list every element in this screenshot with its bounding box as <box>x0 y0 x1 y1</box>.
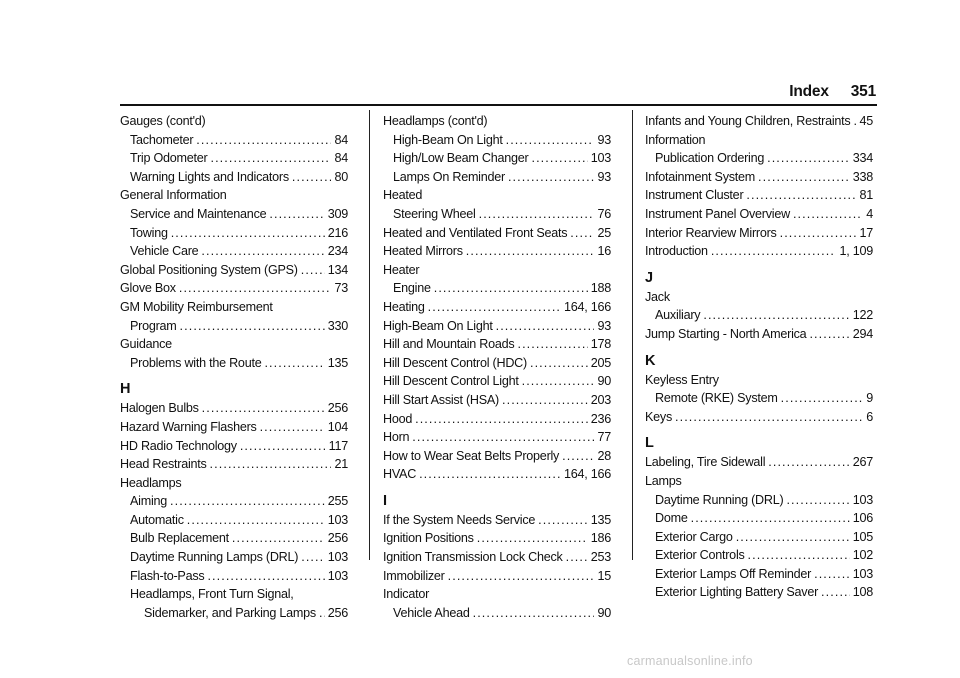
dot-leader <box>201 242 324 261</box>
dot-leader <box>703 306 849 325</box>
index-entry <box>645 242 873 261</box>
index-entry-pages: 203 <box>590 392 611 407</box>
index-entry-label: Heated and Ventilated Front Seats <box>383 225 568 240</box>
index-entry-label: Tachometer <box>130 132 194 147</box>
index-entry-pages: 6 <box>866 409 873 424</box>
index-topic-heading: Jack <box>645 289 670 304</box>
dot-leader <box>232 529 325 548</box>
index-column-3 <box>645 112 873 602</box>
index-entry-pages: 134 <box>327 262 348 277</box>
dot-leader <box>517 335 587 354</box>
index-entry <box>120 418 348 437</box>
page-header <box>690 83 876 101</box>
index-entry <box>120 168 348 187</box>
dot-leader <box>412 428 594 447</box>
index-entry-pages: 117 <box>328 438 348 453</box>
index-entry-label: Ignition Transmission Lock Check <box>383 550 563 565</box>
index-entry-pages: 294 <box>852 326 873 341</box>
index-entry <box>120 131 348 150</box>
index-entry <box>383 428 611 447</box>
index-entry-pages: 45 <box>859 114 873 128</box>
index-entry <box>383 168 611 187</box>
index-entry-label: HVAC <box>383 467 417 482</box>
column-divider <box>632 110 633 560</box>
index-entry-pages: 103 <box>327 550 348 565</box>
index-entry-label: Ignition Positions <box>383 531 474 546</box>
index-entry-pages: 255 <box>327 494 348 509</box>
dot-leader <box>180 317 325 336</box>
index-entry <box>645 546 873 565</box>
index-entry-label: Horn <box>383 430 410 445</box>
index-entry-label: HD Radio Technology <box>120 438 237 453</box>
index-entry-label: Program <box>130 318 177 333</box>
dot-leader <box>691 509 850 528</box>
dot-leader <box>506 131 595 150</box>
index-entry <box>383 149 611 168</box>
index-entry-label: Daytime Running (DRL) <box>655 492 784 507</box>
index-entry-pages: 93 <box>597 169 611 184</box>
index-entry-label: If the System Needs Service <box>383 512 536 527</box>
index-entry <box>383 131 611 150</box>
index-entry-pages: 103 <box>590 151 611 166</box>
index-entry <box>383 447 611 466</box>
index-entry-label: Bulb Replacement <box>130 531 229 546</box>
index-topic-heading: Heater <box>383 262 420 277</box>
index-topic-heading: Headlamps <box>120 475 182 490</box>
index-entry <box>383 372 611 391</box>
dot-leader <box>530 354 588 373</box>
index-entry-pages: 103 <box>852 566 873 581</box>
index-entry-pages: 256 <box>327 401 348 416</box>
index-entry-pages: 16 <box>597 244 611 259</box>
index-entry-label: Hood <box>383 411 413 426</box>
dot-leader <box>196 131 331 150</box>
index-entry-pages: 1, 109 <box>839 244 873 259</box>
index-entry-pages: 90 <box>597 374 611 389</box>
index-entry <box>383 205 611 224</box>
index-entry-pages: 338 <box>852 169 873 184</box>
dot-leader <box>428 298 561 317</box>
index-entry-pages: 256 <box>327 531 348 546</box>
dot-leader <box>207 567 324 586</box>
index-entry <box>120 317 348 336</box>
index-entry <box>645 224 873 243</box>
index-entry <box>383 604 611 623</box>
index-entry-label: High-Beam On Light <box>393 132 503 147</box>
index-entry-pages: 164, 166 <box>563 299 611 314</box>
dot-leader <box>736 528 850 547</box>
index-topic-heading: Headlamps (cont'd) <box>383 114 488 128</box>
index-column-2 <box>383 112 611 622</box>
index-entry-label: Interior Rearview Mirrors <box>645 225 777 240</box>
dot-leader <box>767 149 850 168</box>
dot-leader <box>448 567 595 586</box>
index-entry-pages: 102 <box>852 548 873 563</box>
index-entry <box>645 112 873 131</box>
index-entry-pages: 28 <box>597 448 611 463</box>
dot-leader <box>301 548 325 567</box>
dot-leader <box>746 186 856 205</box>
index-entry-pages: 267 <box>852 455 873 470</box>
index-entry <box>383 242 611 261</box>
index-entry-label: Automatic <box>130 512 184 527</box>
index-entry-pages: 84 <box>334 151 348 166</box>
dot-leader <box>502 391 588 410</box>
index-entry <box>120 261 348 280</box>
index-entry-pages: 103 <box>327 512 348 527</box>
index-entry-label: Hill Descent Control (HDC) <box>383 355 527 370</box>
index-topic-heading: Guidance <box>120 337 172 352</box>
index-entry-pages: 334 <box>852 151 873 166</box>
index-letter-heading: I <box>383 492 387 509</box>
index-entry-pages: 178 <box>590 337 611 352</box>
index-entry-pages: 216 <box>327 225 348 240</box>
dot-leader <box>419 465 561 484</box>
index-entry-label: Daytime Running Lamps (DRL) <box>130 550 299 565</box>
index-entry <box>645 509 873 528</box>
index-entry-label: Aiming <box>130 494 167 509</box>
index-entry-label: Sidemarker, and Parking Lamps <box>144 605 316 620</box>
index-entry-label: High/Low Beam Changer <box>393 151 529 166</box>
index-entry-label: Flash-to-Pass <box>130 568 205 583</box>
dot-leader <box>566 548 588 567</box>
index-entry-label: Towing <box>130 225 168 240</box>
dot-leader <box>768 453 849 472</box>
index-entry-pages: 90 <box>597 605 611 620</box>
dot-leader <box>758 168 850 187</box>
index-entry-pages: 15 <box>597 568 611 583</box>
dot-leader <box>780 224 857 243</box>
index-column-1 <box>120 112 348 622</box>
index-entry <box>383 465 611 484</box>
index-entry-label: Trip Odometer <box>130 151 208 166</box>
index-entry <box>645 491 873 510</box>
index-entry-label: Glove Box <box>120 281 176 296</box>
index-entry-pages: 80 <box>334 169 348 184</box>
index-entry <box>645 306 873 325</box>
index-entry <box>645 186 873 205</box>
index-entry-pages: 104 <box>327 419 348 434</box>
index-entry <box>120 437 348 456</box>
index-entry <box>383 567 611 586</box>
index-entry-label: Heated Mirrors <box>383 244 463 259</box>
index-entry-label: Hill Start Assist (HSA) <box>383 392 500 407</box>
index-entry <box>383 391 611 410</box>
index-letter-heading: J <box>645 269 653 286</box>
index-entry-label: Auxiliary <box>655 308 701 323</box>
dot-leader <box>260 418 325 437</box>
index-entry-pages: 106 <box>852 511 873 526</box>
index-entry-pages: 205 <box>590 355 611 370</box>
dot-leader <box>202 399 325 418</box>
index-entry-pages: 236 <box>590 411 611 426</box>
dot-leader <box>748 546 850 565</box>
index-entry-label: Head Restraints <box>120 457 207 472</box>
index-entry-pages: 188 <box>590 281 611 296</box>
index-entry-pages: 103 <box>852 492 873 507</box>
index-entry <box>120 354 348 373</box>
index-entry <box>645 205 873 224</box>
dot-leader <box>415 410 588 429</box>
index-entry <box>383 548 611 567</box>
index-entry-label: Problems with the Route <box>130 355 262 370</box>
dot-leader <box>179 279 332 298</box>
index-entry-pages: 4 <box>866 206 873 221</box>
index-entry-label: Vehicle Ahead <box>393 605 470 620</box>
index-entry-label: Halogen Bulbs <box>120 401 199 416</box>
dot-leader <box>711 242 837 261</box>
column-divider <box>369 110 370 560</box>
index-entry-label: Warning Lights and Indicators <box>130 169 289 184</box>
index-entry-pages: 186 <box>590 531 611 546</box>
index-entry <box>120 205 348 224</box>
index-entry <box>383 224 611 243</box>
index-entry-label: Hill Descent Control Light <box>383 374 519 389</box>
index-entry <box>120 399 348 418</box>
index-entry <box>645 325 873 344</box>
section-title: Index <box>789 83 829 100</box>
index-entry <box>645 528 873 547</box>
index-entry-label: Introduction <box>645 244 708 259</box>
index-entry-pages: 81 <box>859 188 873 203</box>
dot-leader <box>496 317 595 336</box>
index-topic-heading: Heated <box>383 188 423 203</box>
index-entry <box>120 455 348 474</box>
index-entry <box>120 492 348 511</box>
index-entry <box>120 604 348 623</box>
index-entry-label: Exterior Controls <box>655 548 745 563</box>
index-entry-label: Jump Starting - North America <box>645 326 807 341</box>
index-entry-pages: 77 <box>597 430 611 445</box>
dot-leader <box>210 149 331 168</box>
index-entry-label: Labeling, Tire Sidewall <box>645 455 766 470</box>
index-entry-label: Engine <box>393 281 431 296</box>
index-entry <box>383 410 611 429</box>
dot-leader <box>466 242 595 261</box>
index-letter-heading: H <box>120 381 131 398</box>
index-entry-pages: 309 <box>327 206 348 221</box>
index-entry <box>383 529 611 548</box>
index-entry <box>645 149 873 168</box>
index-entry-label: Steering Wheel <box>393 206 476 221</box>
index-entry-label: Global Positioning System (GPS) <box>120 262 298 277</box>
index-entry <box>645 168 873 187</box>
index-entry <box>120 529 348 548</box>
index-entry <box>645 408 873 427</box>
index-entry-label: Service and Maintenance <box>130 206 267 221</box>
dot-leader <box>473 604 595 623</box>
index-entry-label: Heating <box>383 299 425 314</box>
dot-leader <box>562 447 594 466</box>
dot-leader <box>508 168 595 187</box>
index-entry-label: Hazard Warning Flashers <box>120 419 257 434</box>
index-entry-pages: 108 <box>852 585 873 600</box>
index-entry-pages: 17 <box>859 225 873 240</box>
index-entry-pages: 330 <box>327 318 348 333</box>
index-entry-pages: 135 <box>590 512 611 527</box>
index-entry-pages: 9 <box>866 391 873 406</box>
index-entry <box>120 279 348 298</box>
index-entry <box>645 583 873 602</box>
dot-leader <box>793 205 863 224</box>
index-entry <box>120 242 348 261</box>
dot-leader <box>170 492 325 511</box>
index-topic-heading: Keyless Entry <box>645 372 719 387</box>
index-entry <box>383 354 611 373</box>
dot-leader <box>210 455 332 474</box>
dot-leader <box>538 511 588 530</box>
dot-leader <box>171 224 325 243</box>
index-entry-label: Exterior Lamps Off Reminder <box>655 566 812 581</box>
header-rule <box>120 104 877 106</box>
index-entry <box>383 298 611 317</box>
index-entry <box>120 149 348 168</box>
index-entry-label: Exterior Cargo <box>655 529 733 544</box>
index-entry-label: Keys <box>645 409 672 424</box>
index-topic-heading: Information <box>645 132 706 147</box>
index-entry-pages: 103 <box>327 568 348 583</box>
dot-leader <box>479 205 595 224</box>
index-topic-heading: Headlamps, Front Turn Signal, <box>130 587 294 602</box>
dot-leader <box>809 325 849 344</box>
index-topic-heading: Gauges (cont'd) <box>120 114 206 128</box>
index-entry-pages: 73 <box>334 281 348 296</box>
dot-leader <box>821 583 850 602</box>
dot-leader <box>531 149 587 168</box>
dot-leader <box>319 604 325 623</box>
index-entry <box>120 511 348 530</box>
index-entry-label: Hill and Mountain Roads <box>383 337 515 352</box>
index-entry-pages: 164, 166 <box>563 467 611 482</box>
index-entry-pages: 105 <box>852 529 873 544</box>
index-entry-label: Instrument Cluster <box>645 188 744 203</box>
index-entry <box>645 453 873 472</box>
index-entry <box>383 511 611 530</box>
dot-leader <box>264 354 324 373</box>
index-entry-label: Infants and Young Children, Restraints <box>645 114 851 128</box>
index-entry-label: Lamps On Reminder <box>393 169 505 184</box>
index-entry-label: Immobilizer <box>383 568 445 583</box>
dot-leader <box>269 205 324 224</box>
index-entry-pages: 122 <box>852 308 873 323</box>
index-entry-pages: 234 <box>327 244 348 259</box>
index-entry-label: Remote (RKE) System <box>655 391 778 406</box>
index-entry-label: How to Wear Seat Belts Properly <box>383 448 560 463</box>
dot-leader <box>522 372 595 391</box>
watermark: carmanualsonline.info <box>627 654 753 668</box>
index-topic-heading: Lamps <box>645 473 682 488</box>
index-entry-pages: 84 <box>334 132 348 147</box>
index-entry-label: Exterior Lighting Battery Saver <box>655 585 819 600</box>
dot-leader <box>240 437 326 456</box>
page-number: 351 <box>850 83 876 100</box>
index-entry <box>383 335 611 354</box>
index-entry-pages: 253 <box>590 550 611 565</box>
index-entry <box>645 565 873 584</box>
dot-leader <box>434 279 588 298</box>
dot-leader <box>301 261 325 280</box>
index-topic-heading: GM Mobility Reimbursement <box>120 299 273 314</box>
index-entry-pages: 93 <box>597 318 611 333</box>
dot-leader <box>786 491 849 510</box>
dot-leader <box>570 224 594 243</box>
index-entry-pages: 21 <box>334 457 348 472</box>
index-entry <box>645 389 873 408</box>
index-entry-pages: 25 <box>597 225 611 240</box>
dot-leader <box>853 112 856 131</box>
dot-leader <box>781 389 864 408</box>
dot-leader <box>187 511 325 530</box>
index-entry-label: Vehicle Care <box>130 244 199 259</box>
index-entry-label: Instrument Panel Overview <box>645 206 790 221</box>
index-entry <box>383 279 611 298</box>
index-topic-heading: General Information <box>120 188 227 203</box>
index-topic-heading: Indicator <box>383 587 430 602</box>
index-entry-label: Infotainment System <box>645 169 756 184</box>
index-entry-label: Publication Ordering <box>655 151 765 166</box>
dot-leader <box>292 168 332 187</box>
index-entry-pages: 135 <box>327 355 348 370</box>
index-entry <box>120 548 348 567</box>
index-entry-label: Dome <box>655 511 688 526</box>
dot-leader <box>675 408 863 427</box>
index-letter-heading: K <box>645 352 656 369</box>
dot-leader <box>814 565 850 584</box>
index-entry-pages: 256 <box>327 605 348 620</box>
index-entry <box>120 567 348 586</box>
index-letter-heading: L <box>645 435 654 452</box>
index-entry-label: High-Beam On Light <box>383 318 493 333</box>
index-entry <box>383 317 611 336</box>
index-entry-pages: 93 <box>597 132 611 147</box>
index-entry-pages: 76 <box>597 206 611 221</box>
dot-leader <box>477 529 588 548</box>
index-entry <box>120 224 348 243</box>
